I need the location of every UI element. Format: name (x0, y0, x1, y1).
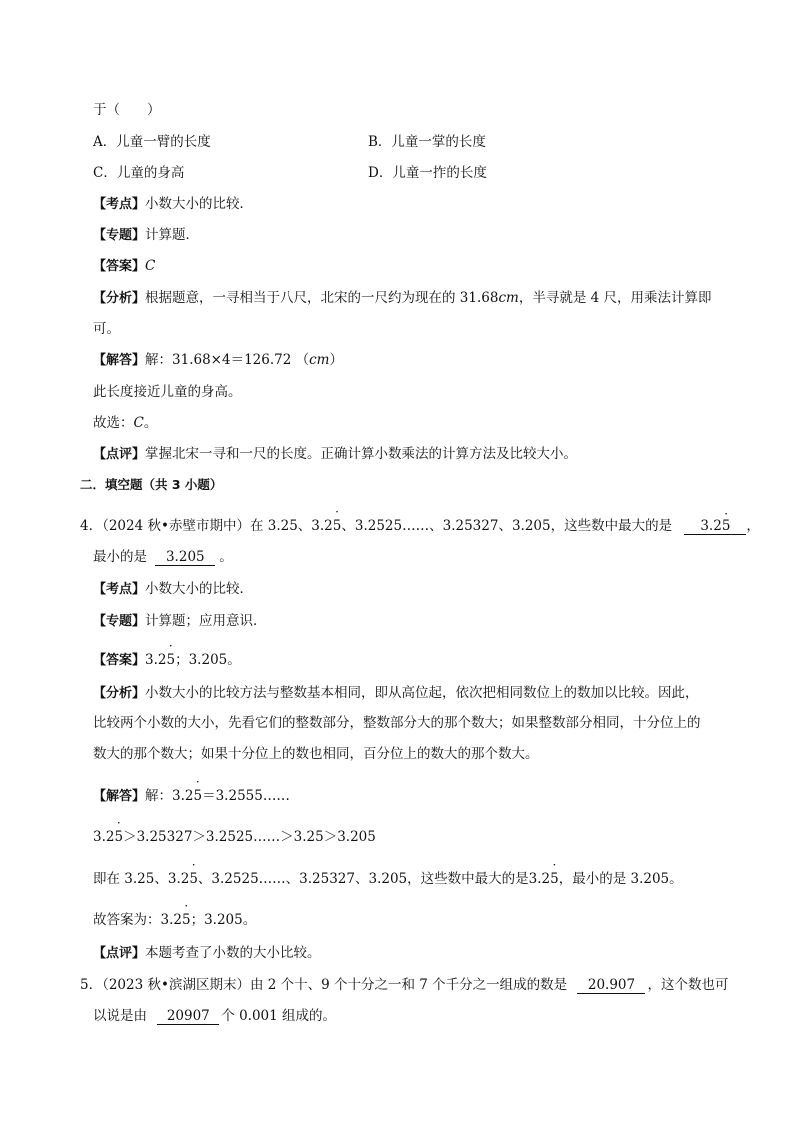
jieda-text-1: 解：31.68×4＝126.72 （ (145, 352, 310, 368)
fenxi-unit: cm (498, 290, 519, 306)
fenxi-text-2: ，半寻就是 4 尺，用乘法计算即 (518, 290, 712, 306)
jieda-text-2: ＝3.2555…… (202, 788, 290, 804)
q3-jieda (93, 350, 343, 371)
ji-text-3: ，最小的是 3.205。 (558, 871, 683, 887)
zhuanti-tag: 【专题】 (93, 228, 146, 243)
ji-digit: · 5 (189, 869, 198, 889)
gu-text-2: ；3.205。 (190, 912, 257, 928)
cmp-text-1: 3.2 (93, 829, 115, 845)
q3-stem-tail: 于（ ） (93, 102, 161, 118)
choice-letter: C (133, 415, 144, 431)
jieda-unit: cm (309, 352, 330, 368)
q3-kaodian (93, 194, 253, 215)
q4-stem-line1 (80, 516, 760, 536)
q4-answer (93, 910, 256, 930)
jieda-text-1: 解：3.2 (145, 788, 194, 804)
q3-option-d: D．儿童一拃的长度 (368, 165, 487, 181)
cmp-digit: · 5 (114, 827, 123, 847)
q4-fenxi-line3: 数大的那个数大；如果十分位上的数也相同，百分位上的数大的那个数大。 (93, 746, 539, 762)
daan-text-2: ；3.205。 (175, 652, 241, 668)
answer-blank-min: 3.205 (155, 549, 215, 566)
daan-tag: 【答案】 (93, 259, 146, 274)
ji-digit-2: · 5 (550, 869, 559, 889)
q3-option-b: B．儿童一掌的长度 (368, 134, 486, 150)
repeating-digit: · 5 (333, 516, 342, 536)
zhuanti-text: 计算题；应用意识． (145, 613, 267, 629)
q4-jieda (93, 786, 290, 807)
answer-max-pre: 3.2 (700, 518, 722, 534)
q5-stem2-part1: 以说是由 (93, 1008, 147, 1024)
zhuanti-tag: 【专题】 (93, 614, 146, 629)
fenxi-tag: 【分析】 (93, 291, 146, 306)
q5-stem2-part2: 个 0.001 组成的。 (221, 1008, 337, 1024)
q4-zhuanti (93, 611, 267, 632)
ji-text-2: 、3.2525……、3.25327、3.205，这些数中最大的是3.2 (197, 871, 551, 887)
kaodian-tag: 【考点】 (93, 197, 146, 212)
daan-tag: 【答案】 (93, 653, 146, 668)
jieda-digit: · 5 (194, 786, 203, 806)
gu-digit: · 5 (182, 910, 191, 930)
q5-stem-line1 (80, 975, 728, 995)
q4-summary (93, 869, 683, 889)
choice-prefix: 故选： (93, 415, 134, 431)
kaodian-text: 小数大小的比较． (145, 196, 254, 212)
section-title: 二．填空题（共 3 小题） (80, 477, 223, 492)
q4-stem-part2: 、3.2525……、3.25327、3.205，这些数中最大的是 (341, 518, 673, 534)
answer-blank-number: 20.907 (577, 977, 645, 994)
q4-stem-line2 (93, 547, 233, 567)
q3-choice (93, 413, 157, 433)
q3-fenxi-line2: 可。 (93, 321, 120, 337)
q3-option-c: C．儿童的身高 (93, 165, 185, 181)
q5-stem-line2 (93, 1006, 336, 1026)
q4-daan (93, 650, 241, 671)
daan-text-1: 3.2 (145, 652, 167, 668)
kaodian-text: 小数大小的比较． (145, 581, 254, 597)
q4-stem2-part2: 。 (219, 549, 233, 565)
q5-stem-part2: ，这个数也可 (647, 977, 729, 993)
jieda-tag: 【解答】 (93, 353, 146, 368)
q3-conclusion: 此长度接近儿童的身高。 (93, 384, 242, 400)
kaodian-tag: 【考点】 (93, 582, 146, 597)
q4-stem-part1: 4．（2024 秋•赤壁市期中）在 3.25、3.2 (80, 518, 333, 534)
dianping-text: 掌握北宋一寻和一尺的长度。正确计算小数乘法的计算方法及比较大小。 (145, 446, 578, 462)
zhuanti-text: 计算题． (145, 227, 200, 243)
q5-stem-part1: 5．（2023 秋•滨湖区期末）由 2 个十、9 个十分之一和 7 个千分之一组成的数是 (80, 977, 568, 993)
dianping-text: 本题考查了小数的大小比较。 (145, 945, 321, 961)
q3-fenxi (93, 288, 712, 309)
cmp-text-2: ＞3.25327＞3.2525……＞3.25＞3.205 (123, 829, 376, 845)
answer-max-digit: · 5 (722, 518, 731, 534)
answer-blank-count: 20907 (157, 1008, 219, 1025)
q4-fenxi (93, 683, 699, 704)
q4-comparison (93, 827, 376, 847)
q4-kaodian (93, 579, 253, 600)
fenxi-text-1: 根据题意，一寻相当于八尺，北宋的一尺约为现在的 31.68 (145, 290, 499, 306)
dianping-tag: 【点评】 (93, 946, 146, 961)
q4-stem-part3: ， (746, 518, 760, 534)
jieda-tag: 【解答】 (93, 789, 146, 804)
ji-text-1: 即在 3.25、3.2 (93, 871, 190, 887)
choice-suffix: 。 (143, 415, 158, 431)
q4-stem2-part1: 最小的是 (93, 549, 147, 565)
q3-option-a: A．儿童一臂的长度 (93, 134, 211, 150)
fenxi-tag: 【分析】 (93, 686, 146, 701)
gu-text-1: 故答案为：3.2 (93, 912, 182, 928)
q3-daan (93, 256, 155, 277)
daan-text: C (145, 258, 156, 274)
q3-dianping (93, 444, 577, 465)
fenxi-text-1: 小数大小的比较方法与整数基本相同，即从高位起，依次把相同数位上的数加以比较。因此， (145, 685, 699, 701)
q4-dianping (93, 943, 321, 964)
daan-digit: · 5 (167, 650, 176, 670)
q3-zhuanti (93, 225, 199, 246)
answer-blank-max (684, 518, 746, 535)
dianping-tag: 【点评】 (93, 447, 146, 462)
q4-fenxi-line2: 比较两个小数的大小，先看它们的整数部分，整数部分大的那个数大；如果整数部分相同，十分位上的 (93, 715, 701, 731)
jieda-text-2: ） (329, 352, 343, 368)
